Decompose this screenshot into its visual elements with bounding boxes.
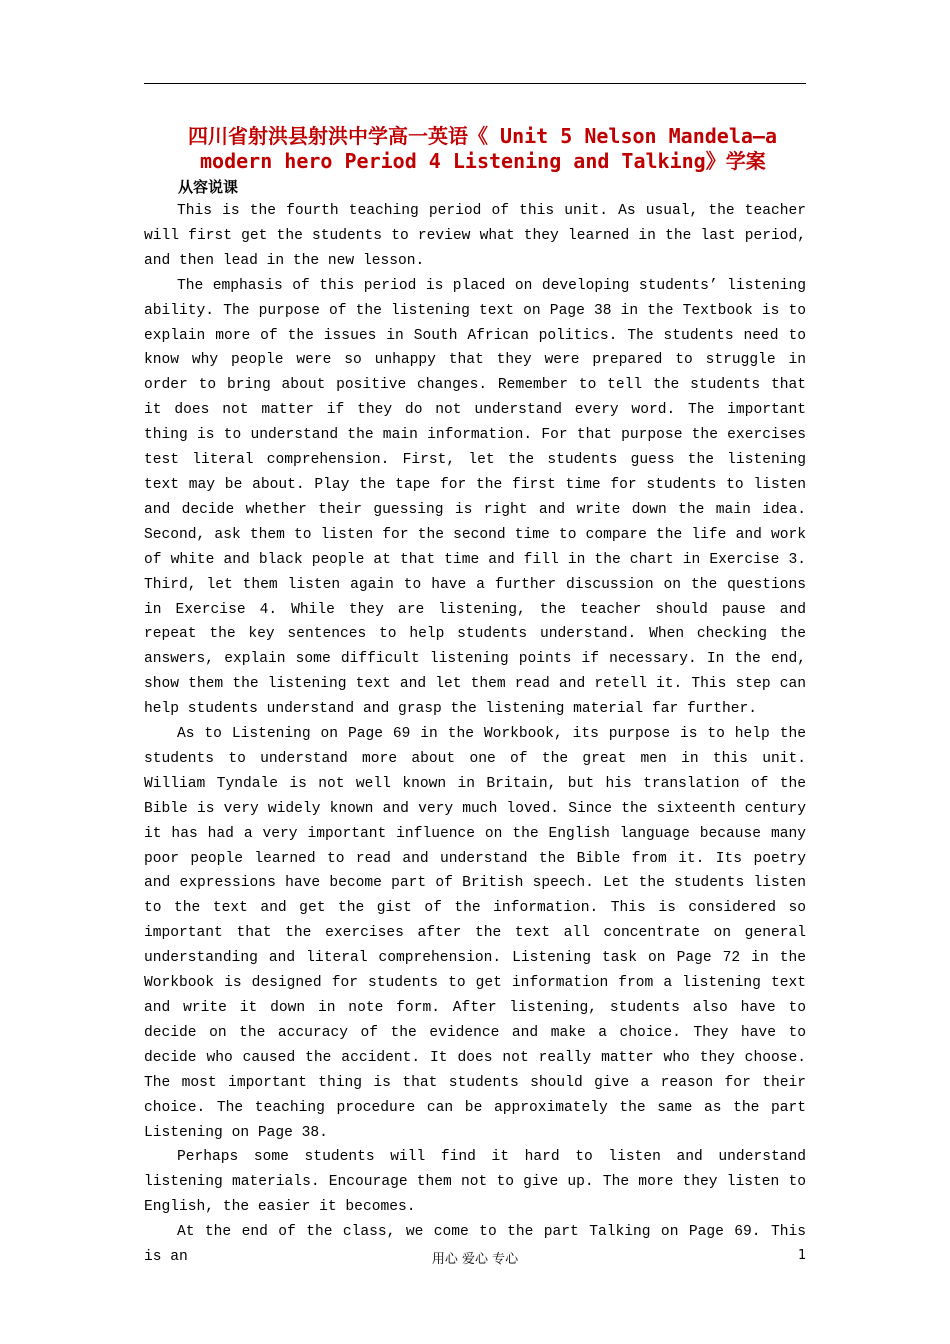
page-number: 1 <box>798 1248 807 1263</box>
title-line-2: modern hero Period 4 Listening and Talking》学案 <box>200 149 766 173</box>
body-text <box>144 199 806 1270</box>
section-heading: 从容说课 <box>178 178 239 196</box>
paragraph-2: The emphasis of this period is placed on developing students’ listening ability. The purpose of the listening text on Page 38 in the Textbook is to explain more of the issues in South African politics. The students need to know why people were so unhappy that they were prepared to struggle in order to bring about positive changes. Remember to tell the students that it does not matter if they do not understand every word. The important thing is to understand the main information. For that purpose the exercises test literal comprehension. First, let the students guess the listening text may be about. Play the tape for the first time for students to listen and decide whether their guessing is right and write down the main idea. Second, ask them to listen for the second time to compare the life and work of white and black people at that time and fill in the chart in Exercise 3. Third, let them listen again to have a further discussion on the questions in Exercise 4. While they are listening, the teacher should pause and repeat the key sentences to help students understand. When checking the answers, explain some difficult listening points if necessary. In the end, show them the listening text and let them read and retell it. This step can help students understand and grasp the listening material far further. <box>144 277 806 718</box>
paragraph-5: At the end of the class, we come to the part Talking on Page 69. This is an <box>144 1224 806 1266</box>
paragraph-3: As to Listening on Page 69 in the Workbook, its purpose is to help the students to understand more about one of the great men in this unit. William Tyndale is not well known in Britain, but his translation of the Bible is very widely known and very much loved. Since the sixteenth century it has had a very important influence on the English language because many poor people learned to read and understand the Bible from it. Its poetry and expressions have become part of British speech. Let the students listen to the text and get the gist of the information. This is considered so important that the exercises after the text all concentrate on general understanding and literal comprehension. Listening task on Page 72 in the Workbook is designed for students to get information from a listening text and write it down in note form. After listening, students also have to decide on the accuracy of the evidence and make a choice. They have to decide who caused the accident. It does not really matter who they choose. The most important thing is that students should give a reason for their choice. The teaching procedure can be approximately the same as the part Listening on Page 38. <box>144 726 806 1141</box>
paragraph-1: This is the fourth teaching period of this unit. As usual, the teacher will first get the students to review what they learned in the last period, and then lead in the new lesson. <box>144 203 806 269</box>
title-line-1: 四川省射洪县射洪中学高一英语《 Unit 5 Nelson Mandela—a <box>188 124 777 148</box>
footer-text: 用心 爱心 专心 <box>431 1252 519 1267</box>
paragraph-4: Perhaps some students will find it hard to listen and understand listening materials. Encourage them not to give up. The more they listen to English, the easier it becomes. <box>144 1149 806 1216</box>
document-title <box>188 124 813 174</box>
header-rule <box>144 83 806 84</box>
